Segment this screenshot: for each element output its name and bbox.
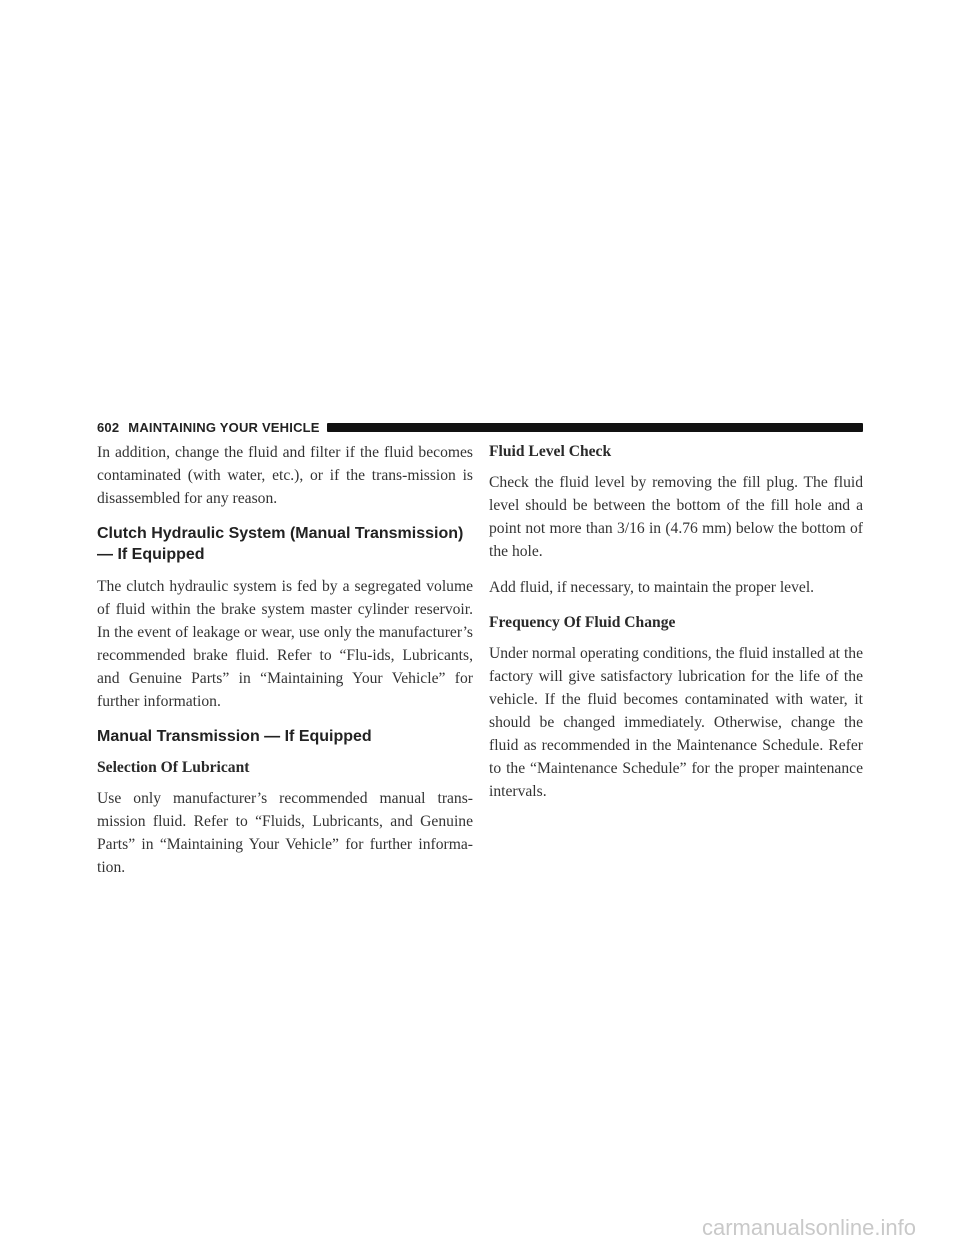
clutch-paragraph: The clutch hydraulic system is fed by a segregated volume of fluid within the brake system master cylinder reservoir. In the event of leakage or wear, use only the manufacturer’s recommended brake fluid. Refer to “Flu-ids, Lubricants, and Genuine Parts” in “Maintaining Your Vehicle” for further information. [97,578,473,710]
fluid-level-paragraph: Check the fluid level by removing the fill plug. The fluid level should be between the bottom of the fill hole and a point not more than 3/16 in (4.76 mm) below the bottom of the hole. [489,474,863,560]
section-title: MAINTAINING YOUR VEHICLE [128,419,320,435]
lubricant-paragraph: Use only manufacturer’s recommended manual trans-mission fluid. Refer to “Fluids, Lubricants, and Genuine Parts” in “Maintaining Your Vehicle” for further informa-tion. [97,790,473,876]
left-column [97,441,473,892]
header-rule [327,423,863,432]
page-header [97,419,863,435]
right-column [489,441,863,816]
clutch-heading: Clutch Hydraulic System (Manual Transmission) — If Equipped [97,525,464,563]
page-number: 602 [97,419,120,435]
watermark: carmanualsonline.info [701,1215,916,1240]
add-fluid-paragraph: Add fluid, if necessary, to maintain the proper level. [489,579,815,596]
frequency-heading: Frequency Of Fluid Change [489,614,676,631]
intro-paragraph: In addition, change the fluid and filter if the fluid becomes contaminated (with water, etc.), or if the trans-mission is disassembled for any reason. [97,444,473,507]
fluid-level-heading: Fluid Level Check [489,443,612,460]
frequency-paragraph: Under normal operating conditions, the fluid installed at the factory will give satisfactory lubrication for the life of the vehicle. If the fluid becomes contaminated with water, it should be changed immediately. Otherwise, change the fluid as recommended in the Maintenance Schedule. Refer to the “Maintenance Schedule” for the proper maintenance intervals. [489,645,863,800]
lubricant-heading: Selection Of Lubricant [97,759,250,776]
manual-transmission-heading: Manual Transmission — If Equipped [97,728,372,745]
